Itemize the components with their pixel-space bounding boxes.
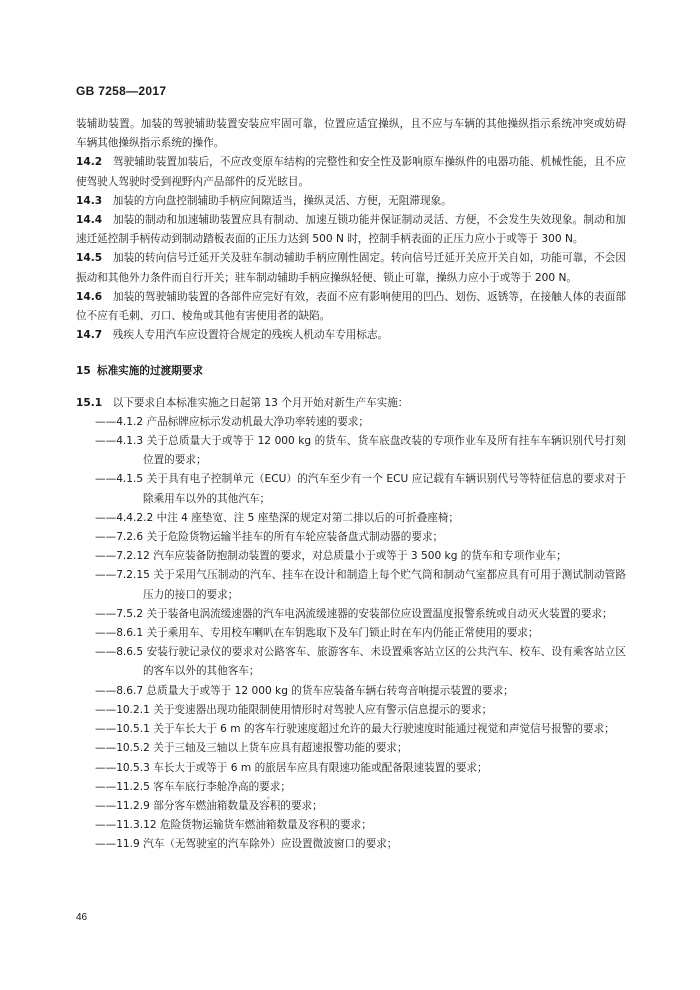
list-item: ——4.1.3 关于总质量大于或等于 12 000 kg 的货车、货车底盘改装的专项作业车及所有挂车车辆识别代号打刻位置的要求； <box>95 435 626 467</box>
section-number: 15 <box>76 365 91 378</box>
paragraph-14-5 <box>76 249 626 287</box>
page-number: 46 <box>76 912 88 923</box>
paragraph-14-1-continued <box>76 115 626 153</box>
list-item: ——8.6.7 总质量大于或等于 12 000 kg 的货车应装备车辆右转弯音响提示装置的要求； <box>95 684 514 697</box>
list-item: ——7.5.2 关于装备电涡流缓速器的汽车电涡流缓速器的安装部位应设置温度报警系统或自动灭火装置的要求； <box>95 607 613 620</box>
clause-number: 14.2 <box>76 156 103 169</box>
clause-number: 14.3 <box>76 194 103 207</box>
paragraph-text: 残疾人专用汽车应设置符合规定的残疾人机动车专用标志。 <box>112 329 389 342</box>
list-item: ——4.1.5 关于具有电子控制单元（ECU）的汽车至少有一个 ECU 应记载有车辆识别代号等特征信息的要求对于除乘用车以外的其他汽车； <box>95 473 626 505</box>
list-item: ——10.2.1 关于变速器出现功能限制使用情形时对驾驶人应有警示信息提示的要求； <box>95 703 493 716</box>
list-item: ——11.2.9 部分客车燃油箱数量及容积的要求； <box>95 799 323 812</box>
list-item: ——4.4.2.2 中注 4 座垫宽、注 5 座垫深的规定对第二排以后的可折叠座椅； <box>95 511 460 524</box>
paragraph-text: 加装的方向盘控制辅助手柄应间隙适当，操纵灵活、方便，无阻滞现象。 <box>112 194 452 207</box>
paragraph-text: 加装的制动和加速辅助装置应具有制动、加速互锁功能并保证制动灵活、方便，不会发生失效现象。制动和加速迁延控制手柄传动到制动踏板表面的正压力达到 500 N 时，控制手柄表面的正压力应小于或等于 300 N。 <box>76 214 627 246</box>
list-item: ——7.2.6 关于危险货物运输半挂车的所有车轮应装备盘式制动器的要求； <box>95 531 444 544</box>
list-item: ——4.1.2 产品标牌应标示发动机最大净功率转速的要求； <box>95 415 369 428</box>
section-heading <box>76 362 626 381</box>
list-item: ——8.6.1 关于乘用车、专用校车喇叭在车钥匙取下及车门锁止时在车内仍能正常使用的要求； <box>95 627 539 640</box>
paragraph-14-4 <box>76 211 626 249</box>
clause-number: 14.6 <box>76 290 103 303</box>
clause-number: 14.4 <box>76 214 103 227</box>
clause-number: 14.5 <box>76 252 103 265</box>
list-item: ——7.2.12 汽车应装备防抱制动装置的要求，对总质量小于或等于 3 500 kg 的货车和专项作业车； <box>95 550 567 563</box>
transition-requirements-list <box>76 413 626 855</box>
list-item: ——11.3.12 危险货物运输货车燃油箱数量及容积的要求； <box>95 819 372 832</box>
paragraph-15-1 <box>76 394 626 413</box>
list-item: ——8.6.5 安装行驶记录仪的要求对公路客车、旅游客车、未设置乘客站立区的公共汽车、校车、设有乘客站立区的客车以外的其他客车； <box>95 646 626 678</box>
paragraph-14-3 <box>76 192 626 211</box>
body-text <box>76 115 626 855</box>
paragraph-text: 加装的驾驶辅助装置的各部件应完好有效，表面不应有影响使用的凹凸、划伤、返锈等，在接触人体的表面部位不应有毛刺、刃口、棱角或其他有害使用者的缺陷。 <box>76 290 627 323</box>
paragraph-text: 装辅助装置。加装的驾驶辅助装置安装应牢固可靠，位置应适宜操纵，且不应与车辆的其他操纵指示系统冲突或妨碍车辆其他操纵指示系统的操作。 <box>76 118 626 150</box>
paragraph-text: 以下要求自本标准实施之日起第 13 个月开始对新生产车实施： <box>112 396 409 409</box>
watermark: ✕ <box>266 795 272 802</box>
clause-number: 14.7 <box>76 329 103 342</box>
paragraph-text: 驾驶辅助装置加装后，不应改变原车结构的完整性和安全性及影响原车操纵件的电器功能、机械性能，且不应使驾驶人驾驶时受到视野内产品部件的反光眩目。 <box>76 156 627 188</box>
clause-number: 15.1 <box>76 396 103 409</box>
list-item: ——10.5.1 关于车长大于 6 m 的客车行驶速度超过允许的最大行驶速度时能通过视觉和声觉信号报警的要求； <box>95 723 615 736</box>
list-item: ——10.5.3 车长大于或等于 6 m 的旅居车应具有限速功能或配备限速装置的要求； <box>95 761 488 774</box>
paragraph-14-6 <box>76 288 626 326</box>
paragraph-text: 加装的转向信号迁延开关及驻车制动辅助手柄应刚性固定。转向信号迁延开关应开关自如，功能可靠，不会因振动和其他外力条件而自行开关；驻车制动辅助手柄应操纵轻便、锁止可靠，操纵力应小于或等于 200 N。 <box>76 252 627 284</box>
list-item: ——11.2.5 客车车底行李舱净高的要求； <box>95 780 291 793</box>
paragraph-14-2 <box>76 153 626 191</box>
section-title: 标准实施的过渡期要求 <box>97 365 203 378</box>
paragraph-14-7 <box>76 326 626 345</box>
list-item: ——11.9 汽车（无驾驶室的汽车除外）应设置微波窗口的要求； <box>95 838 398 851</box>
list-item: ——10.5.2 关于三轴及三轴以上货车应具有超速报警功能的要求； <box>95 742 408 755</box>
standard-code-header: GB 7258—2017 <box>76 84 167 98</box>
list-item: ——7.2.15 关于采用气压制动的汽车、挂车在设计和制造上每个贮气筒和制动气室都应具有可用于测试制动管路压力的接口的要求； <box>95 569 626 601</box>
